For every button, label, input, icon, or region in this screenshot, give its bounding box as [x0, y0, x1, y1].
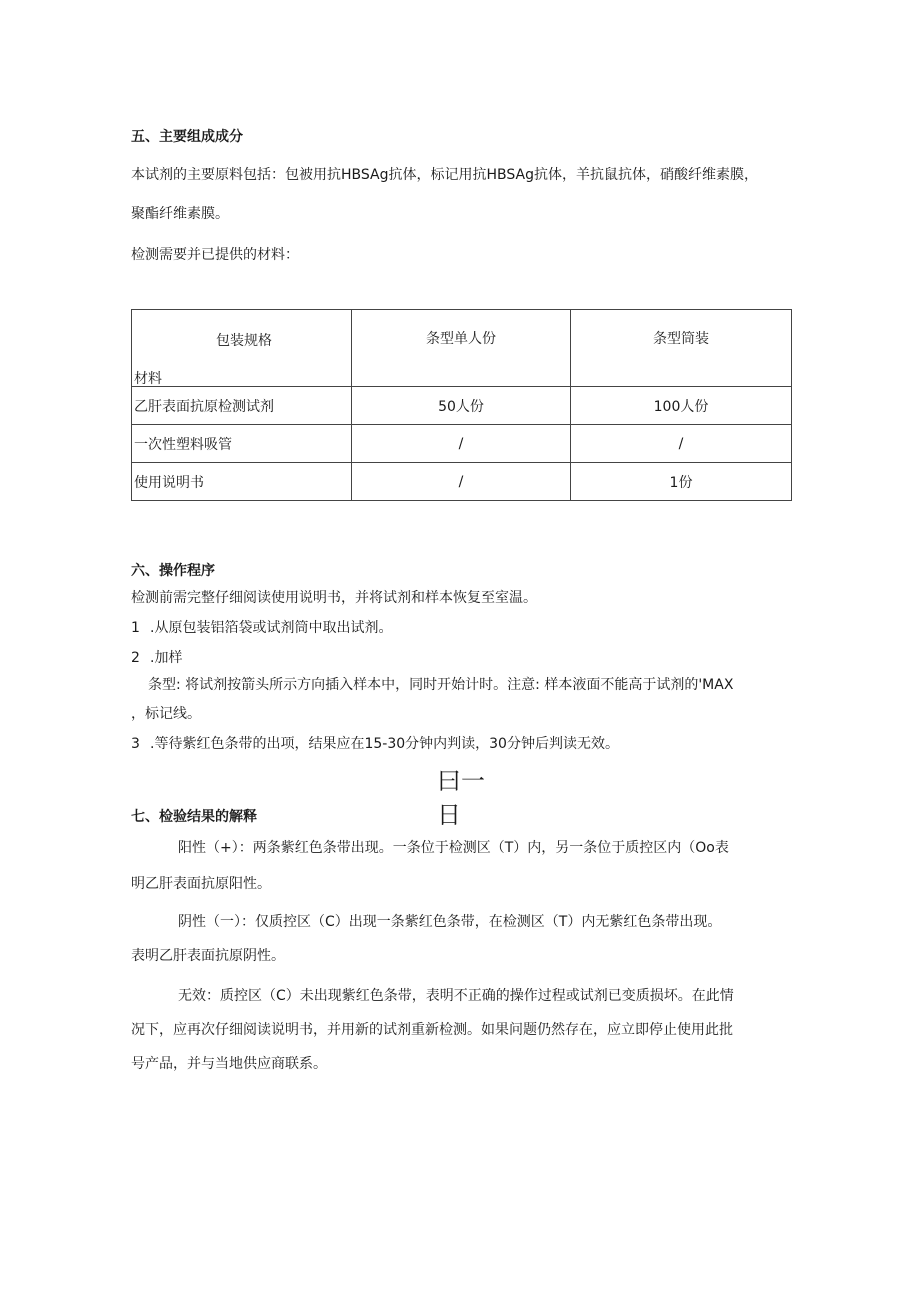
- invalid-line1: 无效：质控区（C）未出现紫红色条带，表明不正确的操作过程或试剂已变质损坏。在此情: [178, 988, 734, 1004]
- row-value-tube: 1份: [571, 463, 792, 501]
- section6-intro: 检测前需完整仔细阅读使用说明书，并将试剂和样本恢复至室温。: [131, 590, 537, 606]
- step3-text: .等待紫红色条带的出项，结果应在15-30分钟内判读，30分钟后判读无效。: [150, 736, 619, 752]
- row-value-tube: 100人份: [571, 387, 792, 425]
- row-name: 一次性塑料吸管: [132, 425, 352, 463]
- step2-number: 2: [131, 650, 140, 666]
- table-header-corner: [132, 310, 352, 387]
- header-col3: 条型筒装: [571, 310, 792, 387]
- row-value-tube: /: [571, 425, 792, 463]
- step1-text: .从原包装铝箔袋或试剂筒中取出试剂。: [150, 620, 393, 636]
- section6-heading: 六、操作程序: [131, 563, 215, 579]
- positive-line2: 明乙肝表面抗原阳性。: [131, 876, 271, 892]
- strip-instruction-line1: 条型: 将试剂按箭头所示方向插入样本中，同时开始计时。注意: 样本液面不能高于试剂的'MAX: [148, 677, 734, 693]
- section5-heading: 五、主要组成成分: [131, 129, 243, 145]
- negative-line1: 阴性（一）：仅质控区（C）出现一条紫红色条带，在检测区（T）内无紫红色条带出现。: [178, 914, 722, 930]
- row-name: 乙肝表面抗原检测试剂: [132, 387, 352, 425]
- step1-number: 1: [131, 620, 140, 636]
- step2-text: .加样: [150, 650, 183, 666]
- table-row: [132, 463, 792, 501]
- table-row: [132, 387, 792, 425]
- header-material-label: 材料: [134, 371, 162, 387]
- table-row: [132, 425, 792, 463]
- materials-table: [131, 309, 792, 501]
- negative-line2: 表明乙肝表面抗原阴性。: [131, 948, 285, 964]
- header-col2: 条型单人份: [352, 310, 571, 387]
- figure-glyph-top: 曰一: [437, 767, 485, 795]
- section5-materials-intro: 检测需要并已提供的材料：: [131, 247, 299, 263]
- strip-instruction-line2: ，标记线。: [131, 706, 201, 722]
- section7-heading: 七、检验结果的解释: [131, 809, 257, 825]
- row-value-single: /: [352, 463, 571, 501]
- table-header-row: [132, 310, 792, 387]
- row-value-single: 50人份: [352, 387, 571, 425]
- section5-paragraph-line1: 本试剂的主要原料包括：包被用抗HBSAg抗体，标记用抗HBSAg抗体，羊抗鼠抗体，硝酸纤维素膜，: [131, 167, 758, 183]
- invalid-line3: 号产品，并与当地供应商联系。: [131, 1056, 327, 1072]
- header-spec-label: 包装规格: [216, 333, 272, 349]
- step3-number: 3: [131, 736, 140, 752]
- figure-glyph-bottom: 日: [437, 801, 461, 829]
- invalid-line2: 况下，应再次仔细阅读说明书，并用新的试剂重新检测。如果问题仍然存在，应立即停止使用此批: [131, 1022, 733, 1038]
- row-value-single: /: [352, 425, 571, 463]
- section5-paragraph-line2: 聚酯纤维素膜。: [131, 206, 229, 222]
- row-name: 使用说明书: [132, 463, 352, 501]
- positive-line1: 阳性（+）：两条紫红色条带出现。一条位于检测区（T）内，另一条位于质控区内（Oo表: [178, 840, 729, 856]
